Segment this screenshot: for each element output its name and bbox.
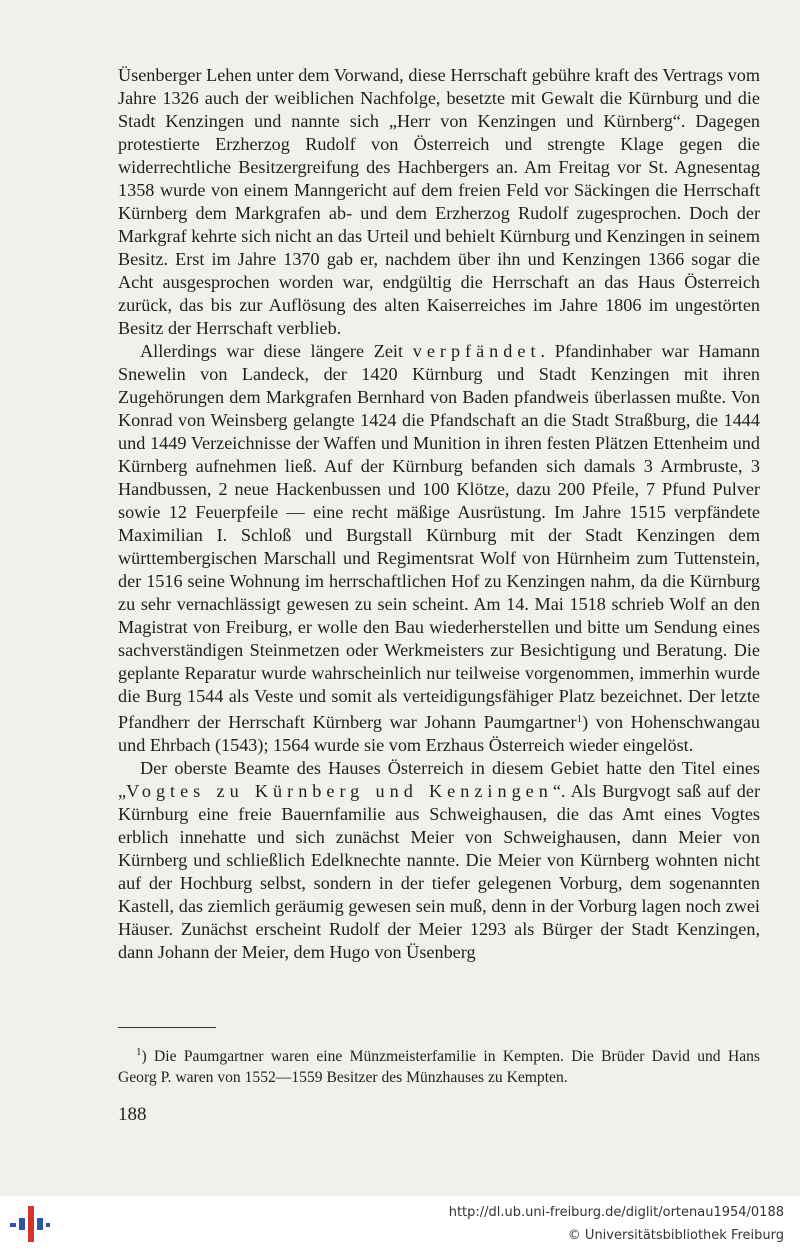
footnote	[118, 1042, 760, 1088]
library-logo-icon[interactable]	[10, 1206, 50, 1244]
page-number: 188	[118, 1104, 147, 1125]
body-text	[118, 64, 760, 964]
paragraph-1	[118, 64, 760, 340]
footnote-divider	[118, 1027, 216, 1028]
paragraph-2	[118, 340, 760, 757]
paragraph-3-text-after: “. Als Burgvogt saß auf der Kürnburg eine freie Bauernfamilie aus Schweighausen, die das Amt eines Vogtes erblich innehatte und sich zunächst Meier von Schweighausen, dann Meier von Kürnberg und schließlich Edelknechte nannte. Die Meier von Kürnberg wohnten nicht auf der Hochburg selbst, sondern in der tiefer gelegenen Vorburg, dem sogenannten Kastell, das ziemlich geräumig gewesen sein muß, denn in der Vorburg lagen noch zwei Häuser. Zunächst erscheint Rudolf der Meier 1293 als Bürger der Stadt Kenzingen, dann Johann der Meier, dem Hugo von Üsenberg	[118, 781, 760, 962]
paragraph-3	[118, 757, 760, 964]
footnote-text: ) Die Paumgartner waren eine Münzmeisterfamilie in Kempten. Die Brüder David und Hans Georg P. waren von 1552—1559 Besitzer des Münzhauses zu Kempten.	[118, 1048, 760, 1086]
paragraph-3-text-before: Der oberste Beamte des Hauses Österreich in diesem Gebiet hatte den Titel eines „	[118, 758, 760, 801]
viewer-footer	[0, 1196, 800, 1253]
paragraph-2-text-before: Allerdings war diese längere Zeit	[140, 341, 404, 361]
paragraph-1-text: Üsenberger Lehen unter dem Vorwand, diese Herrschaft gebühre kraft des Vertrags vom Jahre 1326 auch der weiblichen Nachfolge, besetzte mit Gewalt die Kürnburg und die Stadt Kenzingen und nannte sich „Herr von Kenzingen und Kürnberg“. Dagegen protestierte Erzherzog Rudolf von Österreich und strengte Klage gegen die widerrechtliche Besitzergreifung des Hachbergers an. Am Freitag vor St. Agnesentag 1358 wurde von einem Manngericht auf dem freien Feld vor Säckingen die Herrschaft Kürnberg dem Markgrafen ab- und dem Erzherzog Rudolf zugesprochen. Doch der Markgraf kehrte sich nicht an das Urteil und behielt Kürnburg und Kenzingen in seinem Besitz. Erst im Jahre 1370 gab er, nachdem über ihn und Kenzingen 1366 sogar die Acht ausgesprochen worden war, endgültig die Herrschaft an das Haus Österreich zurück, das bis zur Auflösung des alten Kaiserreiches im Jahre 1806 im ungestörten Besitz der Herrschaft verblieb.	[118, 65, 760, 338]
page-url-link[interactable]: http://dl.ub.uni-freiburg.de/diglit/ortenau1954/0188	[448, 1205, 784, 1220]
footnote-reference[interactable]: 1	[576, 713, 583, 725]
copyright-notice: © Universitätsbibliothek Freiburg	[567, 1228, 784, 1243]
paragraph-2-text-after: . Pfandinhaber war Hamann Snewelin von Landeck, der 1420 Kürnburg und Stadt Kenzingen mit ihren Zugehörungen dem Markgrafen Bernhard von Baden pfandweis überlassen mußte. Von Konrad von Weinsberg gelangte 1424 die Pfandschaft an die Stadt Straßburg, die 1444 und 1449 Verzeichnisse der Waffen und Munition in ihren festen Plätzen Ettenheim und Kürnberg aufnehmen ließ. Auf der Kürnburg befanden sich damals 3 Armbruste, 3 Handbussen, 2 neue Hackenbussen und 100 Klötze, dazu 200 Pfeile, 7 Pfund Pulver sowie 12 Feuerpfeile — eine recht mäßige Ausrüstung. Im Jahre 1515 verpfändete Maximilian I. Schloß und Burgstall Kürnburg mit der Stadt Kenzingen dem württembergischen Marschall und Regimentsrat Wolf von Hürnheim zum Tuttenstein, der 1516 seine Wohnung im herrschaftlichen Hof zu Kenzingen nahm, da die Kürnburg zu sehr vernachlässigt gewesen zu sein scheint. Am 14. Mai 1518 schrieb Wolf an den Magistrat von Freiburg, er wolle den Bau wiederherstellen und bitte um Sendung eines sachverständigen Steinmetzen oder Werkmeisters zur Besichtigung und Beratung. Die geplante Reparatur wurde wahrscheinlich nur teilweise vorgenommen, immerhin wurde die Burg 1544 als Veste und somit als verteidigungsfähiger Platz bezeichnet. Der letzte Pfandherr der Herrschaft Kürnberg war Johann Paumgartner	[118, 341, 760, 732]
footnote-mark: 1	[136, 1046, 142, 1058]
paragraph-2-spaced-word: verpfändet	[412, 341, 541, 361]
paragraph-3-spaced-title: Vogtes zu Kürnberg und Kenzingen	[126, 781, 553, 801]
paragraph-2-text-end: ) von Hohenschwangau und Ehrbach (1543); 1564 wurde sie vom Erzhaus Österreich wieder eingelöst.	[118, 712, 760, 755]
